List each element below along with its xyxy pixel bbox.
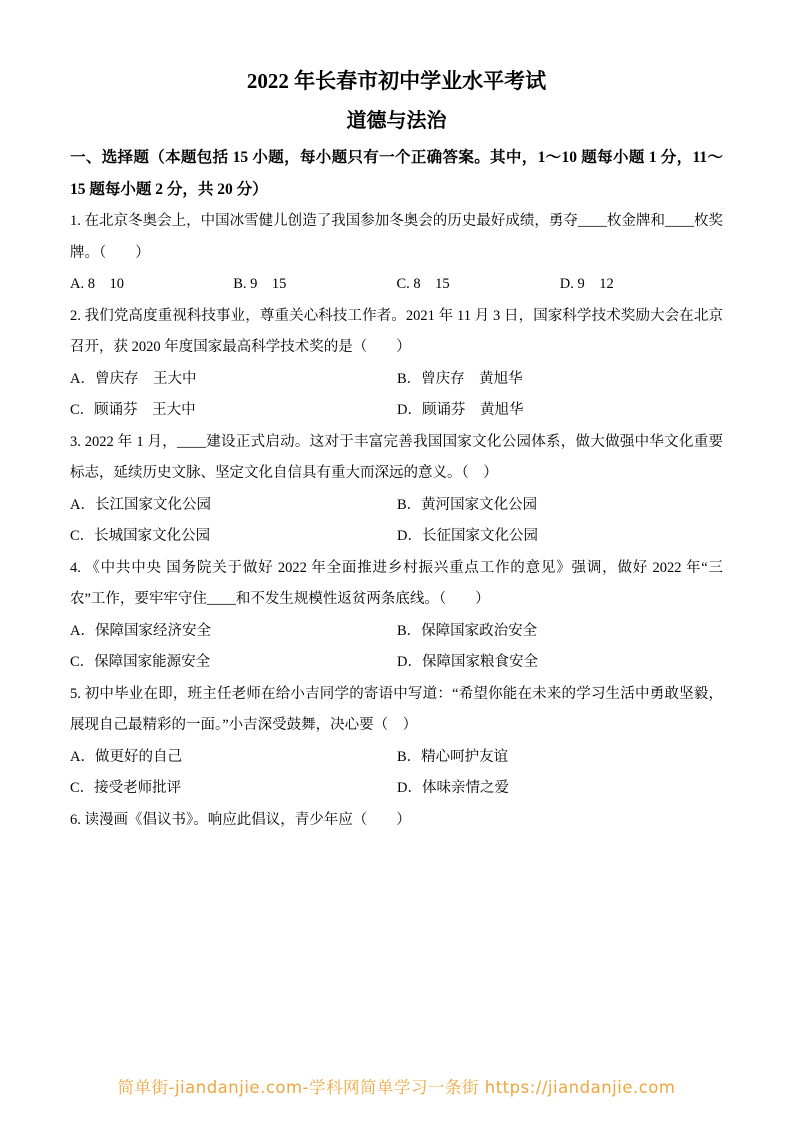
question-6-stem: 6. 读漫画《倡议书》。响应此倡议，青少年应（ ）: [70, 811, 411, 828]
question-1-stem: 1. 在北京冬奥会上，中国冰雪健儿创造了我国参加冬奥会的历史最好成绩，勇夺____枚金牌和____枚奖牌。（ ）: [70, 213, 723, 261]
question-3-option-d: D．长征国家文化公园: [397, 528, 538, 544]
question-5: [70, 679, 723, 805]
question-4-options: [70, 616, 723, 679]
question-3-option-b: B．黄河国家文化公园: [397, 496, 538, 513]
question-2-options: [70, 364, 723, 427]
question-1-options: [70, 269, 723, 301]
question-3-options: [70, 490, 723, 553]
question-1: [70, 206, 723, 301]
question-1-option-c: C. 8 15: [396, 276, 450, 292]
question-5-option-c: C．接受老师批评: [70, 780, 182, 796]
question-2-option-a: A．曾庆存 王大中: [70, 370, 197, 387]
question-6: [70, 805, 723, 837]
section-header: 一、选择题（本题包括 15 小题，每小题只有一个正确答案。其中，1～10 题每小题 1 分，11～15 题每小题 2 分，共 20 分）: [70, 149, 723, 198]
question-5-option-d: D．体味亲情之爱: [397, 780, 509, 796]
question-4-option-b: B．保障国家政治安全: [397, 622, 538, 639]
question-1-option-d: D. 9 12: [559, 276, 614, 292]
question-4: [70, 553, 723, 679]
exam-subject: 道德与法治: [346, 110, 447, 132]
question-4-option-d: D．保障国家粮食安全: [397, 654, 538, 670]
question-4-option-a: A．保障国家经济安全: [70, 622, 211, 639]
question-2-option-d: D．顾诵芬 黄旭华: [397, 402, 524, 418]
question-2-option-b: B．曾庆存 黄旭华: [397, 370, 523, 387]
exam-title: 2022 年长春市初中学业水平考试: [246, 69, 547, 93]
question-3-option-c: C．长城国家文化公园: [70, 528, 211, 544]
question-4-stem: 4. 《中共中央 国务院关于做好 2022 年全面推进乡村振兴重点工作的意见》强调，做好 2022 年“三农”工作，要牢牢守住____和不发生规模性返贫两条底线。（ ）: [70, 559, 723, 607]
question-5-options: [70, 742, 723, 805]
question-3-stem: 3. 2022 年 1 月，____建设正式启动。这对于丰富完善我国国家文化公园体系，做大做强中华文化重要标志，延续历史文脉、坚定文化自信具有重大而深远的意义。（ ）: [70, 433, 723, 481]
question-3-option-a: A．长江国家文化公园: [70, 496, 211, 513]
question-5-option-a: A．做更好的自己: [70, 748, 182, 765]
question-2-stem: 2. 我们党高度重视科技事业，尊重关心科技工作者。2021 年 11 月 3 日，国家科学技术奖励大会在北京召开，获 2020 年度国家最高科学技术奖的是（ ）: [70, 307, 723, 355]
question-4-option-c: C．保障国家能源安全: [70, 654, 211, 670]
question-2-option-c: C．顾诵芬 王大中: [70, 402, 196, 418]
question-1-option-a: A. 8 10: [70, 276, 124, 292]
question-1-option-b: B. 9 15: [233, 276, 287, 292]
footer-watermark: 简单街-jiandanjie.com-学科网简单学习一条街 https://jiandanjie.com: [117, 1078, 676, 1097]
question-5-stem: 5. 初中毕业在即，班主任老师在给小吉同学的寄语中写道：“希望你能在未来的学习生活中勇敢坚毅，展现自己最精彩的一面。”小吉深受鼓舞，决心要（ ）: [70, 685, 723, 733]
question-5-option-b: B．精心呵护友谊: [397, 748, 509, 765]
question-2: [70, 301, 723, 427]
question-3: [70, 427, 723, 553]
